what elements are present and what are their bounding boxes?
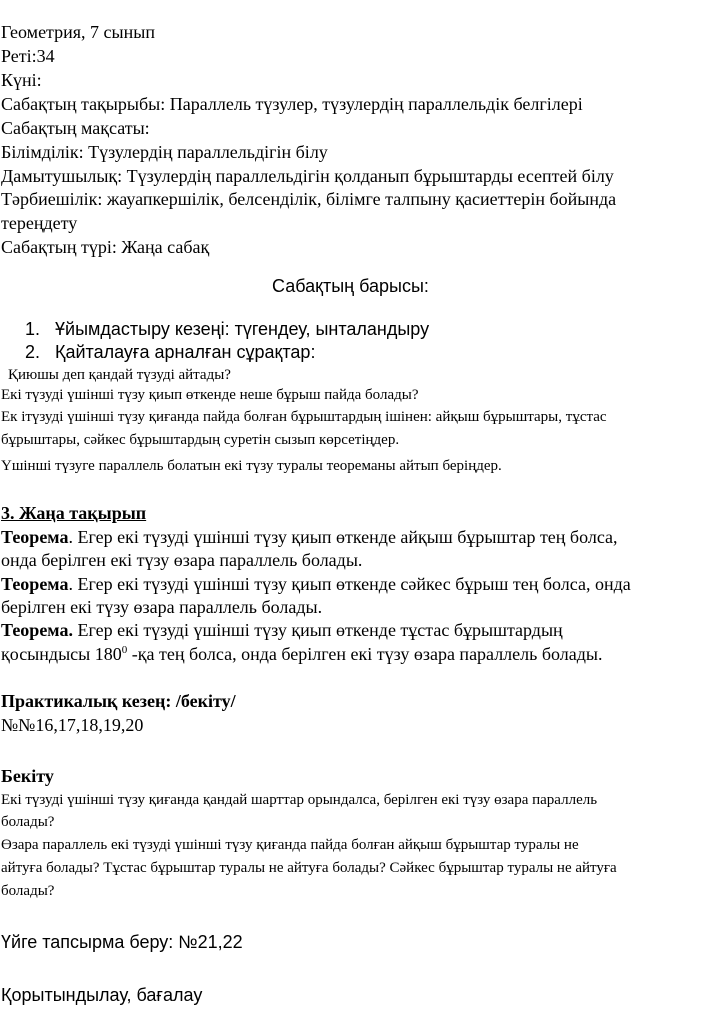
summary-line: Қорытындылау, бағалау [1, 985, 203, 1005]
lesson-number: Реті:34 [1, 46, 55, 66]
theorem-2-label: Теорема [1, 574, 69, 594]
theorem-2-line-2: берілген екі түзу өзара параллель болады. [1, 597, 323, 617]
theorem-1-label: Теорема [1, 527, 69, 547]
theorem-2-line-1 [1, 575, 631, 593]
consolidation-q2-line-3: болады? [1, 883, 55, 899]
consolidation-q2-line-1: Өзара параллель екі түзуді үшінші түзу қиғанда пайда болған айқыш бұрыштар туралы не [1, 837, 579, 853]
theorem-1-line-2: онда берілген екі түзу өзара параллель болады. [1, 550, 363, 570]
practice-tasks: №№16,17,18,19,20 [1, 715, 144, 735]
step-2-number: 2. [25, 342, 41, 362]
homework-line: Үйге тапсырма беру: №21,22 [1, 932, 243, 952]
theorem-3-conclusion: -қа тең болса, онда берілген екі түзу өзара параллель болады. [127, 644, 603, 664]
question-2: Екі түзуді үшінші түзу қиып өткенде неше бұрыш пайда болады? [1, 387, 419, 403]
consolidation-heading: Бекіту [1, 766, 54, 786]
subject-line: Геометрия, 7 сынып [1, 22, 156, 42]
theorem-3-label: Теорема. [1, 620, 73, 640]
progress-title: Сабақтың барысы: [272, 276, 429, 296]
degree-superscript: 0 [121, 644, 128, 656]
goal-upbringing-line-1: Тәрбиешілік: жауапкершілік, белсенділік, білімге талпыну қасиеттерін бойында [1, 189, 617, 209]
consolidation-q1-line-1: Екі түзуді үшінші түзу қиғанда қандай шарттар орындалса, берілген екі түзу өзара параллель [1, 792, 598, 808]
lesson-type: Сабақтың түрі: Жаңа сабақ [1, 237, 210, 257]
question-1: Қиюшы деп қандай түзуді айтады? [8, 367, 231, 383]
consolidation-q2-line-2: айтуға болады? Тұстас бұрыштар туралы не айтуға болады? Сәйкес бұрыштар туралы не айтуға [1, 860, 617, 876]
topic-line: Сабақтың тақырыбы: Параллель түзулер, түзулердің параллельдік белгілері [1, 94, 583, 114]
question-3-line-1: Ек ітүзуді үшінші түзу қиғанда пайда болған бұрыштардың ішінен: айқыш бұрыштары, тұстас [1, 409, 607, 425]
step-1-text: Ұйымдастыру кезеңі: түгендеу, ынталандыру [55, 319, 430, 339]
new-topic-heading: 3. Жаңа тақырып [1, 503, 147, 523]
consolidation-q1-line-2: болады? [1, 814, 55, 830]
step-2-text: Қайталауға арналған сұрақтар: [55, 342, 316, 362]
theorem-3-line-1 [1, 621, 563, 639]
goal-educational: Білімділік: Түзулердің параллельдігін білу [1, 142, 328, 162]
theorem-3-sum-text: қосындысы 180 [1, 644, 122, 664]
step-1-number: 1. [25, 319, 41, 339]
theorem-2-text: . Егер екі түзуді үшінші түзу қиып өткенде сәйкес бұрыш тең болса, онда [68, 574, 631, 594]
theorem-3-line-2 [1, 645, 603, 663]
practice-heading: Практикалық кезең: /бекіту/ [1, 691, 236, 711]
goal-upbringing-line-2: тереңдету [1, 213, 78, 233]
goal-developmental: Дамытушылық: Түзулердің параллельдігін қолданып бұрыштарды есептей білу [1, 166, 614, 186]
question-3-line-2: бұрыштары, сәйкес бұрыштардың суретін сызып көрсетіңдер. [1, 432, 400, 448]
theorem-1-line-1 [1, 528, 618, 546]
theorem-1-text: . Егер екі түзуді үшінші түзу қиып өткенде айқыш бұрыштар тең болса, [68, 527, 618, 547]
date-line: Күні: [1, 70, 42, 90]
goals-label: Сабақтың мақсаты: [1, 118, 150, 138]
theorem-3-text: Егер екі түзуді үшінші түзу қиып өткенде тұстас бұрыштардың [72, 620, 563, 640]
question-4: Үшінші түзуге параллель болатын екі түзу туралы теореманы айтып беріңдер. [1, 458, 502, 474]
